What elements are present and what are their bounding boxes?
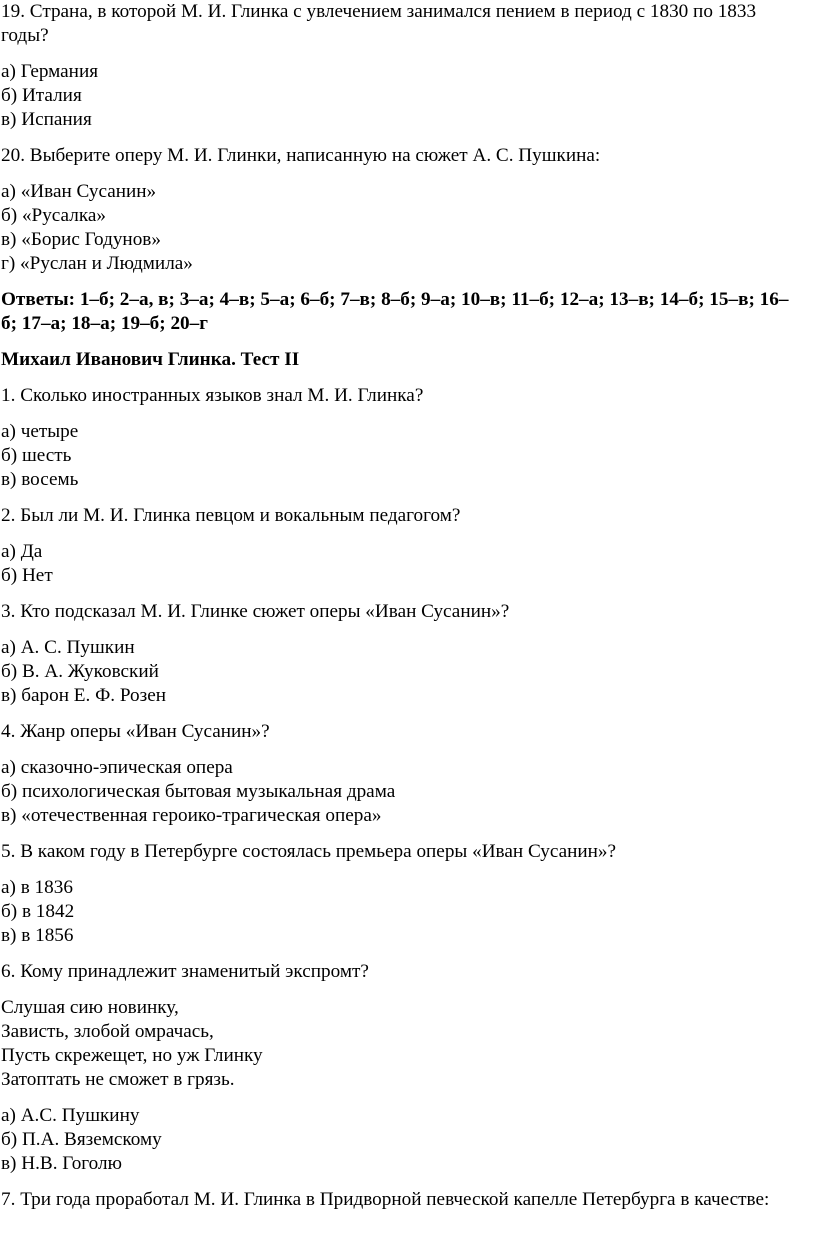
option: б) Италия <box>1 85 82 106</box>
test2-question-3-options <box>1 636 816 708</box>
option: а) Да <box>1 541 43 562</box>
poem <box>1 996 816 1092</box>
option: а) Германия <box>1 61 99 82</box>
option: а) «Иван Сусанин» <box>1 181 157 202</box>
test2-question-6: 6. Кому принадлежит знаменитый экспромт? <box>1 961 369 982</box>
option: в) Н.В. Гоголю <box>1 1153 122 1174</box>
option: б) Нет <box>1 565 53 586</box>
option: а) сказочно-эпическая опера <box>1 757 233 778</box>
test2-question-2-options <box>1 540 816 588</box>
test2-question-5-options <box>1 876 816 948</box>
option: в) барон Е. Ф. Розен <box>1 685 166 706</box>
option: а) четыре <box>1 421 79 442</box>
option: б) П.А. Вяземскому <box>1 1129 162 1150</box>
test2-question-3: 3. Кто подсказал М. И. Глинке сюжет оперы «Иван Сусанин»? <box>1 601 510 622</box>
test2-question-1-options <box>1 420 816 492</box>
poem-line: Зависть, злобой омрачась, <box>1 1021 214 1042</box>
option: б) В. А. Жуковский <box>1 661 159 682</box>
option: б) в 1842 <box>1 901 75 922</box>
poem-line: Слушая сию новинку, <box>1 997 179 1018</box>
option: в) «отечественная героико-трагическая опера» <box>1 805 382 826</box>
poem-line: Затоптать не сможет в грязь. <box>1 1069 235 1090</box>
option: в) Испания <box>1 109 92 130</box>
question-20: 20. Выберите оперу М. И. Глинки, написанную на сюжет А. С. Пушкина: <box>1 145 601 166</box>
option: б) шесть <box>1 445 72 466</box>
option: в) восемь <box>1 469 79 490</box>
test2-question-5: 5. В каком году в Петербурге состоялась премьера оперы «Иван Сусанин»? <box>1 841 617 862</box>
test2-question-1: 1. Сколько иностранных языков знал М. И. Глинка? <box>1 385 424 406</box>
question-19-options <box>1 60 816 132</box>
option: б) психологическая бытовая музыкальная драма <box>1 781 396 802</box>
option: а) в 1836 <box>1 877 73 898</box>
test-2-title: Михаил Иванович Глинка. Тест II <box>1 349 300 370</box>
test2-question-7: 7. Три года проработал М. И. Глинка в Придворной певческой капелле Петербурга в качестве: <box>1 1189 770 1210</box>
option: а) А. С. Пушкин <box>1 637 135 658</box>
answers-key: Ответы: 1–б; 2–а, в; 3–а; 4–в; 5–а; 6–б; 7–в; 8–б; 9–а; 10–в; 11–б; 12–а; 13–в; 14–б; 15–в; 16–б; 17–а; 18–а; 19–б; 20–г <box>1 289 789 334</box>
question-19: 19. Страна, в которой М. И. Глинка с увлечением занимался пением в период с 1830 по 1833 годы? <box>1 1 757 46</box>
test2-question-2: 2. Был ли М. И. Глинка певцом и вокальным педагогом? <box>1 505 461 526</box>
option: в) «Борис Годунов» <box>1 229 161 250</box>
option: г) «Руслан и Людмила» <box>1 253 193 274</box>
option: а) А.С. Пушкину <box>1 1105 140 1126</box>
question-20-options <box>1 180 816 276</box>
test2-question-6-options <box>1 1104 816 1176</box>
poem-line: Пусть скрежещет, но уж Глинку <box>1 1045 263 1066</box>
option: б) «Русалка» <box>1 205 106 226</box>
test2-question-4: 4. Жанр оперы «Иван Сусанин»? <box>1 721 270 742</box>
option: в) в 1856 <box>1 925 74 946</box>
test2-question-4-options <box>1 756 816 828</box>
